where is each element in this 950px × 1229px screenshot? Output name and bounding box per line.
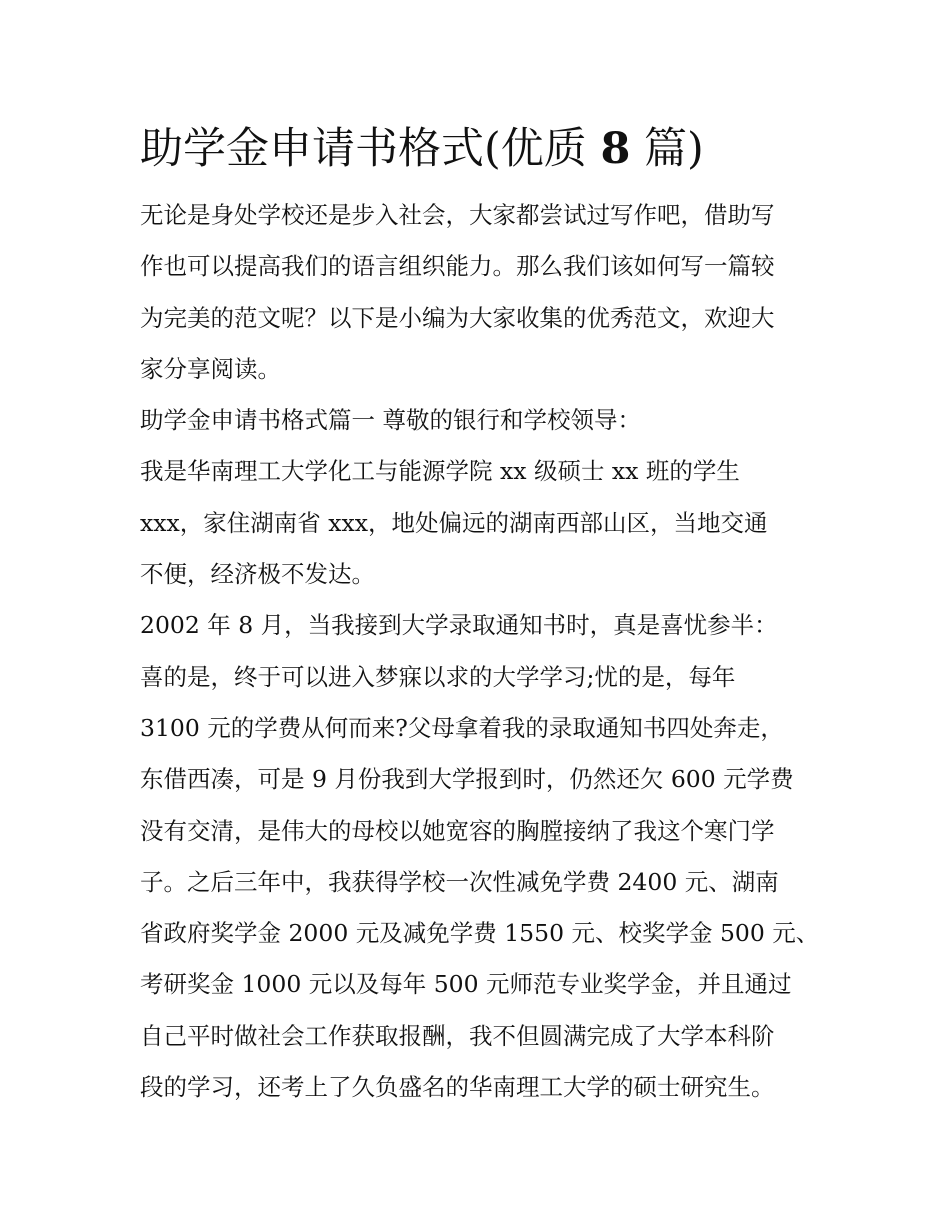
text-line: 省政府奖学金 2000 元及减免学费 1550 元、校奖学金 500 元、 [140, 919, 820, 948]
text-line: 东借西凑，可是 9 月份我到大学报到时，仍然还欠 600 元学费 [140, 765, 794, 794]
text-line: 不便，经济极不发达。 [140, 560, 375, 589]
text-line: 喜的是，终于可以进入梦寐以求的大学学习;忧的是，每年 [140, 662, 736, 691]
text-line: 无论是身处学校还是步入社会，大家都尝试过写作吧，借助写 [140, 201, 775, 229]
text-line: 子。之后三年中，我获得学校一次性减免学费 2400 元、湖南 [140, 867, 779, 896]
text-line: 2002 年 8 月，当我接到大学录取通知书时，真是喜忧参半： [140, 611, 778, 640]
text-line: 我是华南理工大学化工与能源学院 xx 级硕士 xx 班的学生 [140, 457, 740, 486]
text-line: 3100 元的学费从何而来?父母拿着我的录取通知书四处奔走， [140, 713, 784, 742]
document-title [140, 118, 830, 180]
section-heading-line: 助学金申请书格式篇一 尊敬的银行和学校领导： [140, 406, 641, 435]
text-line: 没有交清，是伟大的母校以她宽容的胸膛接纳了我这个寒门学 [140, 816, 775, 845]
document-body [140, 118, 830, 1113]
title-number: 8 [600, 124, 631, 174]
text-line: 段的学习，还考上了久负盛名的华南理工大学的硕士研究生。 [140, 1073, 775, 1102]
title-main: 助学金申请书格式(优质 [140, 124, 587, 174]
text-line: 自己平时做社会工作获取报酬，我不但圆满完成了大学本科阶 [140, 1021, 775, 1050]
text-line: 作也可以提高我们的语言组织能力。那么我们该如何写一篇较 [140, 252, 775, 281]
text-line: xxx，家住湖南省 xxx，地处偏远的湖南西部山区，当地交通 [140, 508, 768, 537]
text-line: 考研奖金 1000 元以及每年 500 元师范专业奖学金，并且通过 [140, 970, 792, 999]
text-line: 为完美的范文呢？以下是小编为大家收集的优秀范文，欢迎大 [140, 303, 775, 332]
title-suffix: 篇) [644, 124, 704, 174]
text-line: 家分享阅读。 [140, 354, 281, 383]
